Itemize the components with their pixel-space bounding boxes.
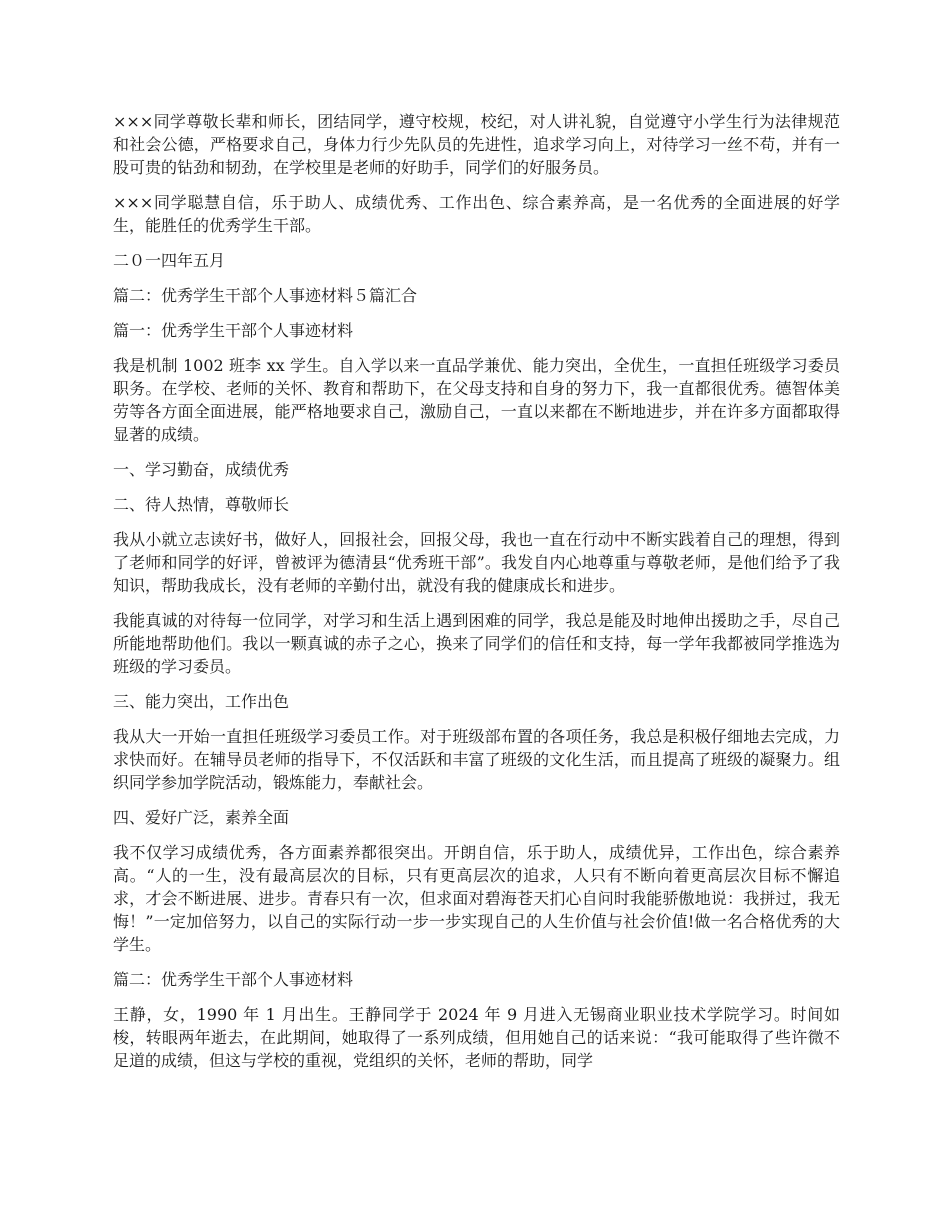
paragraph-hobbies: 我不仅学习成绩优秀，各方面素养都很突出。开朗自信，乐于助人，成绩优异，工作出色，综合素养高。“人的一生，没有最高层次的目标，只有更高层次的追求，人只有不断向着更高层次目标不懈追求，才会不断进展、进步。青春只有一次，但求面对碧海苍天扪心自问时我能骄傲地说：我拼过，我无悔！”一定加倍努力，以自己的实际行动一步一步实现自己的人生价值与社会价值!做一名合格优秀的大学生。 bbox=[113, 843, 840, 954]
section-heading-article-1: 篇一：优秀学生干部个人事迹材料 bbox=[113, 321, 354, 340]
date-line: 二０一四年五月 bbox=[113, 251, 226, 270]
paragraph-respect-2: 我能真诚的对待每一位同学，对学习和生活上遇到困难的同学，我总是能及时地伸出援助之手，尽自己所能地帮助他们。我以一颗真诚的赤子之心，换来了同学们的信任和支持，每一学年我都被同学推选为班级的学习委员。 bbox=[113, 611, 840, 676]
paragraph-ability: 我从大一开始一直担任班级学习委员工作。对于班级部布置的各项任务，我总是积极仔细地去完成，力求快而好。在辅导员老师的指导下，不仅活跃和丰富了班级的文化生活，而且提高了班级的凝聚力。组织同学参加学院活动，锻炼能力，奉献社会。 bbox=[113, 727, 840, 792]
subheading-ability: 三、能力突出，工作出色 bbox=[113, 692, 290, 711]
paragraph-praise-2: ×××同学聪慧自信，乐于助人、成绩优秀、工作出色、综合素养高，是一名优秀的全面进展的好学生，能胜任的优秀学生干部。 bbox=[113, 193, 840, 235]
subheading-respect: 二、待人热情，尊敬师长 bbox=[113, 495, 290, 514]
paragraph-praise-1: ×××同学尊敬长辈和师长，团结同学，遵守校规，校纪，对人讲礼貌，自觉遵守小学生行为法律规范和社会公德，严格要求自己，身体力行少先队员的先进性，追求学习向上，对待学习一丝不苟，并有一股可贵的钻劲和韧劲，在学校里是老师的好助手，同学们的好服务员。 bbox=[113, 112, 840, 177]
section-heading-collection: 篇二：优秀学生干部个人事迹材料５篇汇合 bbox=[113, 286, 418, 305]
subheading-hobbies: 四、爱好广泛，素养全面 bbox=[113, 808, 290, 827]
paragraph-wangjing: 王静，女，1990 年 1 月出生。王静同学于 2024 年 9 月进入无锡商业职业技术学院学习。时间如梭，转眼两年逝去，在此期间，她取得了一系列成绩，但用她自己的话来说：“我可能取得了些许微不足道的成绩，但这与学校的重视，党组织的关怀，老师的帮助，同学 bbox=[113, 1005, 840, 1070]
paragraph-respect-1: 我从小就立志读好书，做好人，回报社会，回报父母，我也一直在行动中不断实践着自己的理想，得到了老师和同学的好评，曾被评为德清县“优秀班干部”。我发自内心地尊重与尊敬老师，是他们给予了我知识，帮助我成长，没有老师的辛勤付出，就没有我的健康成长和进步。 bbox=[113, 530, 840, 595]
subheading-study: 一、学习勤奋，成绩优秀 bbox=[113, 460, 290, 479]
document-page bbox=[113, 110, 840, 1084]
section-heading-article-2: 篇二：优秀学生干部个人事迹材料 bbox=[113, 970, 354, 989]
paragraph-intro: 我是机制 1002 班李 xx 学生。自入学以来一直品学兼优、能力突出，全优生，一直担任班级学习委员职务。在学校、老师的关怀、教育和帮助下，在父母支持和自身的努力下，我一直都很优秀。德智体美劳等各方面全面进展，能严格地要求自己，激励自己，一直以来都在不断地进步，并在许多方面都取得显著的成绩。 bbox=[113, 356, 840, 444]
